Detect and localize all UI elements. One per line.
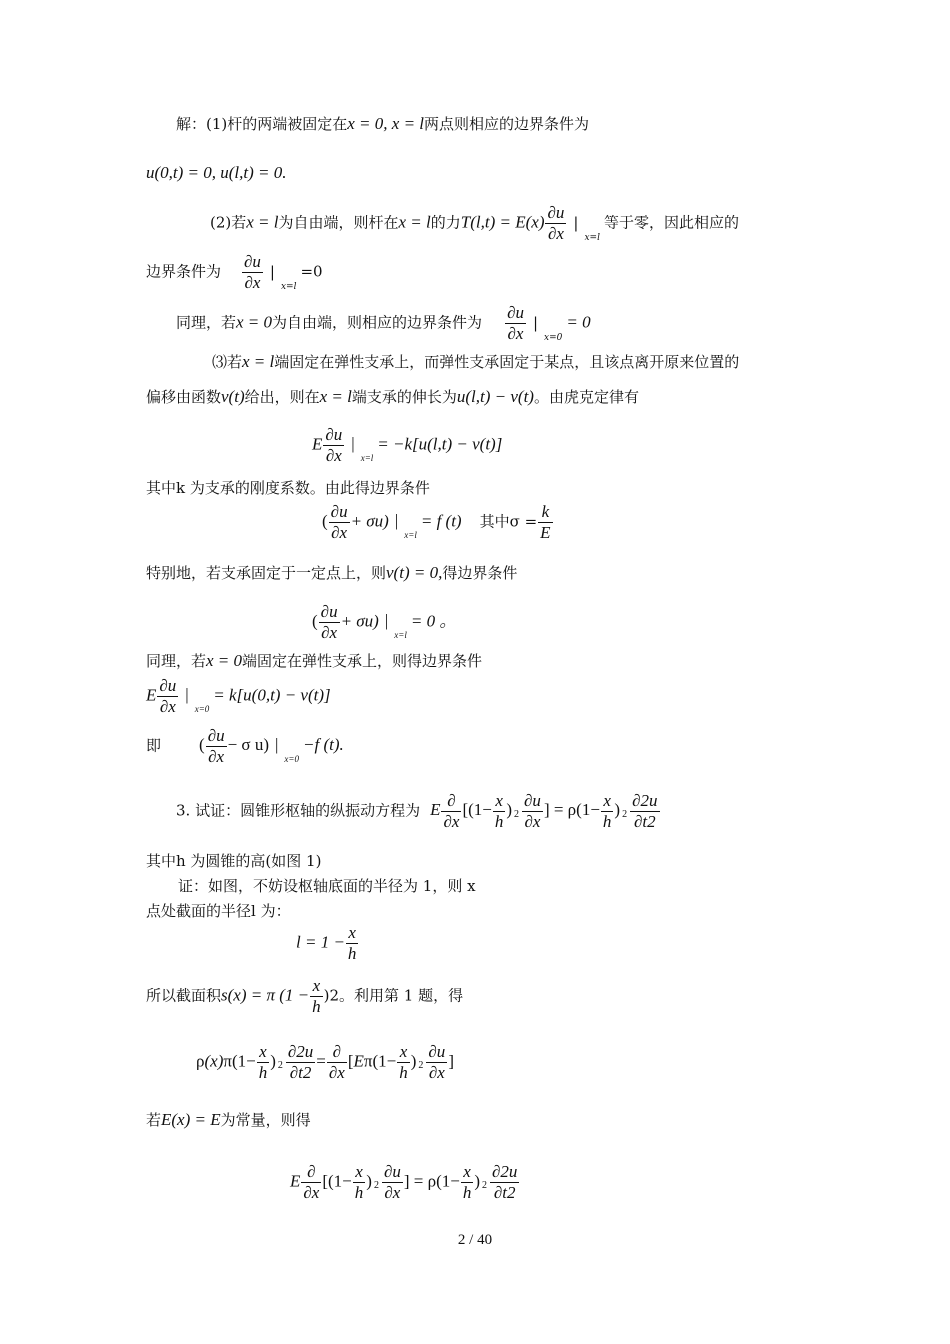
proof-line: 证：如图，不妨设枢轴底面的半径为 1，则 x bbox=[178, 877, 476, 895]
equation-derivation: ρ(x)π(1− $\frac{x}{h}$ ) 2 $\frac{\partial 2u}{\partial t2}$ = $\frac{\partial}{\partial x}$ [Eπ(1− $\frac{x}{h}$ ) 2 $\frac{\partial u}{\partial x}$ ] bbox=[196, 1042, 454, 1082]
free-end-line: (2)若x = l为自由端，则杆在x = l的力T(l,t) = E(x) $\frac{\partial u}{\partial x}$ $|_{x=l}$等于零，因此相应的 bbox=[210, 203, 739, 243]
text: (2)若 bbox=[210, 213, 247, 232]
math: T(l,t) = E(x) bbox=[460, 212, 545, 232]
stiffness-line: 其中k 为支承的刚度系数。由此得边界条件 bbox=[146, 479, 430, 497]
fraction: $\frac{\partial}{\partial x}$ bbox=[303, 1162, 320, 1202]
text: 为自由端，则相应的边界条件为 bbox=[272, 313, 483, 332]
fraction: $\frac{x}{h}$ bbox=[347, 923, 357, 963]
text: )2。利用第 1 题，得 bbox=[323, 986, 464, 1005]
text: 3. 试证：圆锥形枢轴的纵振动方程为 bbox=[176, 801, 421, 820]
free-end-zero-line: 同理，若x = 0为自由端，则相应的边界条件为 $\frac{\partial u}{\partial x}$ $|_{x=0}= 0$ bbox=[176, 303, 591, 343]
problem-3-statement: 3. 试证：圆锥形枢轴的纵振动方程为 E $\frac{\partial}{\partial x}$ [(1− $\frac{x}{h}$ ) 2 $\frac{\partial u}{\partial x}$ ] = ρ(1− $\frac{x}{h}$ ) 2 $\frac{\partial 2u}{\partial t2}$ bbox=[176, 791, 658, 831]
text: ⑶若 bbox=[212, 353, 243, 371]
fraction: $\frac{x}{h}$ bbox=[354, 1162, 364, 1202]
math: v(t) bbox=[221, 387, 245, 406]
fraction: $\frac{\partial u}{\partial x}$ bbox=[507, 303, 524, 343]
cone-height-line: 其中h 为圆锥的高(如图 1) bbox=[146, 852, 322, 870]
text: 解：(1)杆的两端被固定在 bbox=[176, 115, 348, 133]
equation-radius: l = 1 − $\frac{x}{h}$ bbox=[296, 923, 357, 963]
math: v(t) = 0, bbox=[386, 563, 443, 582]
left-end-line bbox=[146, 651, 482, 671]
fraction: $\frac{x}{h}$ bbox=[602, 791, 612, 831]
fraction: $\frac{\partial u}{\partial x}$ bbox=[207, 726, 225, 766]
math: s(x) = π (1 − bbox=[221, 985, 310, 1005]
fraction: $\frac{\partial u}{\partial x}$ bbox=[428, 1042, 446, 1082]
text: 给出，则在 bbox=[244, 388, 320, 406]
equation-left-boundary: 即 ( $\frac{\partial u}{\partial x}$ − σ u) $|_{x=0}-f$ (t). bbox=[146, 726, 344, 766]
constant-line bbox=[146, 1110, 311, 1130]
radius-line: 点处截面的半径l 为： bbox=[146, 902, 291, 920]
fraction: $\frac{x}{h}$ bbox=[399, 1042, 408, 1082]
offset-line bbox=[146, 387, 639, 407]
fraction: $\frac{x}{h}$ bbox=[494, 791, 504, 831]
fraction: $\frac{\partial}{\partial x}$ bbox=[443, 791, 460, 831]
equation-left-hooke: E $\frac{\partial u}{\partial x}$ $|_{x=0}= k[u(0,t) - v(t)]$ bbox=[146, 676, 331, 716]
fraction: $\frac{\partial u}{\partial x}$ bbox=[325, 425, 343, 465]
fraction: $\frac{x}{h}$ bbox=[312, 976, 321, 1016]
math: = 0 bbox=[566, 312, 591, 332]
fraction: $\frac{x}{h}$ bbox=[462, 1162, 472, 1202]
fraction: $\frac{\partial u}{\partial x}$ bbox=[159, 676, 177, 716]
math: x = l bbox=[398, 212, 431, 232]
math: x = l bbox=[246, 212, 279, 232]
text: 端支承的伸长为 bbox=[351, 388, 457, 406]
fraction: $\frac{\partial 2u}{\partial t2}$ bbox=[287, 1042, 314, 1082]
equation-fixed-ends: u(0,t) = 0, u(l,t) = 0. bbox=[146, 163, 287, 182]
fraction: $\frac{\partial 2u}{\partial t2}$ bbox=[492, 1162, 518, 1202]
boundary-line: 边界条件为 $\frac{\partial u}{\partial x}$ $|_{x=l}=0$ bbox=[146, 252, 323, 292]
fraction: $\frac{\partial u}{\partial x}$ bbox=[320, 602, 338, 642]
text: 所以截面积 bbox=[146, 986, 222, 1005]
fraction: $\frac{\partial u}{\partial x}$ bbox=[383, 1162, 401, 1202]
fraction: $\frac{\partial u}{\partial x}$ bbox=[330, 502, 348, 542]
text: 偏移由函数 bbox=[146, 388, 222, 406]
text: 为自由端，则杆在 bbox=[278, 213, 399, 232]
text: 同理，若 bbox=[176, 313, 237, 332]
math: x = 0 bbox=[236, 312, 273, 332]
text: =0 bbox=[300, 262, 323, 281]
equation-boundary-sigma: ( $\frac{\partial u}{\partial x}$ + σu) $|_{x=l}= f$ (t) 其中σ = $\frac{k}{E}$ bbox=[322, 502, 551, 542]
text: 两点则相应的边界条件为 bbox=[424, 115, 590, 133]
fraction: $\frac{\partial u}{\partial x}$ bbox=[547, 203, 565, 243]
page-number: 2 / 40 bbox=[457, 1232, 493, 1248]
text: 特别地，若支承固定于一定点上，则 bbox=[146, 564, 387, 582]
math: x = l bbox=[319, 387, 352, 406]
fraction: $\frac{k}{E}$ bbox=[540, 502, 551, 542]
math: x = l bbox=[242, 352, 275, 371]
text: 若 bbox=[146, 1111, 162, 1129]
text: 端固定在弹性支承上，则得边界条件 bbox=[242, 652, 483, 670]
equation-final: E $\frac{\partial}{\partial x}$ [(1− $\frac{x}{h}$ ) 2 $\frac{\partial u}{\partial x}$ ] = ρ(1− $\frac{x}{h}$ ) 2 $\frac{\partial 2u}{\partial t2}$ bbox=[290, 1162, 518, 1202]
special-case-line bbox=[146, 563, 517, 583]
text: 同理，若 bbox=[146, 652, 207, 670]
text: 端固定在弹性支承上，而弹性支承固定于某点，且该点离开原来位置的 bbox=[274, 353, 740, 371]
solution-line-1 bbox=[176, 114, 589, 134]
fraction: $\frac{\partial}{\partial x}$ bbox=[328, 1042, 345, 1082]
math: u(l,t) − v(t) bbox=[456, 387, 534, 406]
equation-boundary-zero: ( $\frac{\partial u}{\partial x}$ + σu) $|_{x=l}= 0$ 。 bbox=[312, 602, 457, 642]
math: E(x) = E bbox=[161, 1110, 221, 1129]
fraction: $\frac{\partial 2u}{\partial t2}$ bbox=[632, 791, 658, 831]
math: x = 0 bbox=[206, 651, 243, 670]
fraction: $\frac{\partial u}{\partial x}$ bbox=[524, 791, 541, 831]
math: x = 0, x = l bbox=[347, 114, 425, 133]
fraction: $\frac{\partial u}{\partial x}$ bbox=[244, 252, 261, 292]
fraction: $\frac{x}{h}$ bbox=[258, 1042, 268, 1082]
equation-hooke: E $\frac{\partial u}{\partial x}$ $|_{x=l}= -k[u(l,t) - v(t)]$ bbox=[312, 425, 503, 465]
text: 即 bbox=[146, 736, 162, 755]
text: 为常量，则得 bbox=[220, 1111, 311, 1129]
text: 。由虎克定律有 bbox=[533, 388, 639, 406]
text: 得边界条件 bbox=[442, 564, 518, 582]
area-line bbox=[146, 976, 463, 1017]
elastic-support-line bbox=[212, 352, 739, 372]
text: 的力 bbox=[430, 213, 461, 232]
text: 边界条件为 bbox=[146, 262, 222, 281]
text: 等于零，因此相应的 bbox=[603, 213, 739, 232]
